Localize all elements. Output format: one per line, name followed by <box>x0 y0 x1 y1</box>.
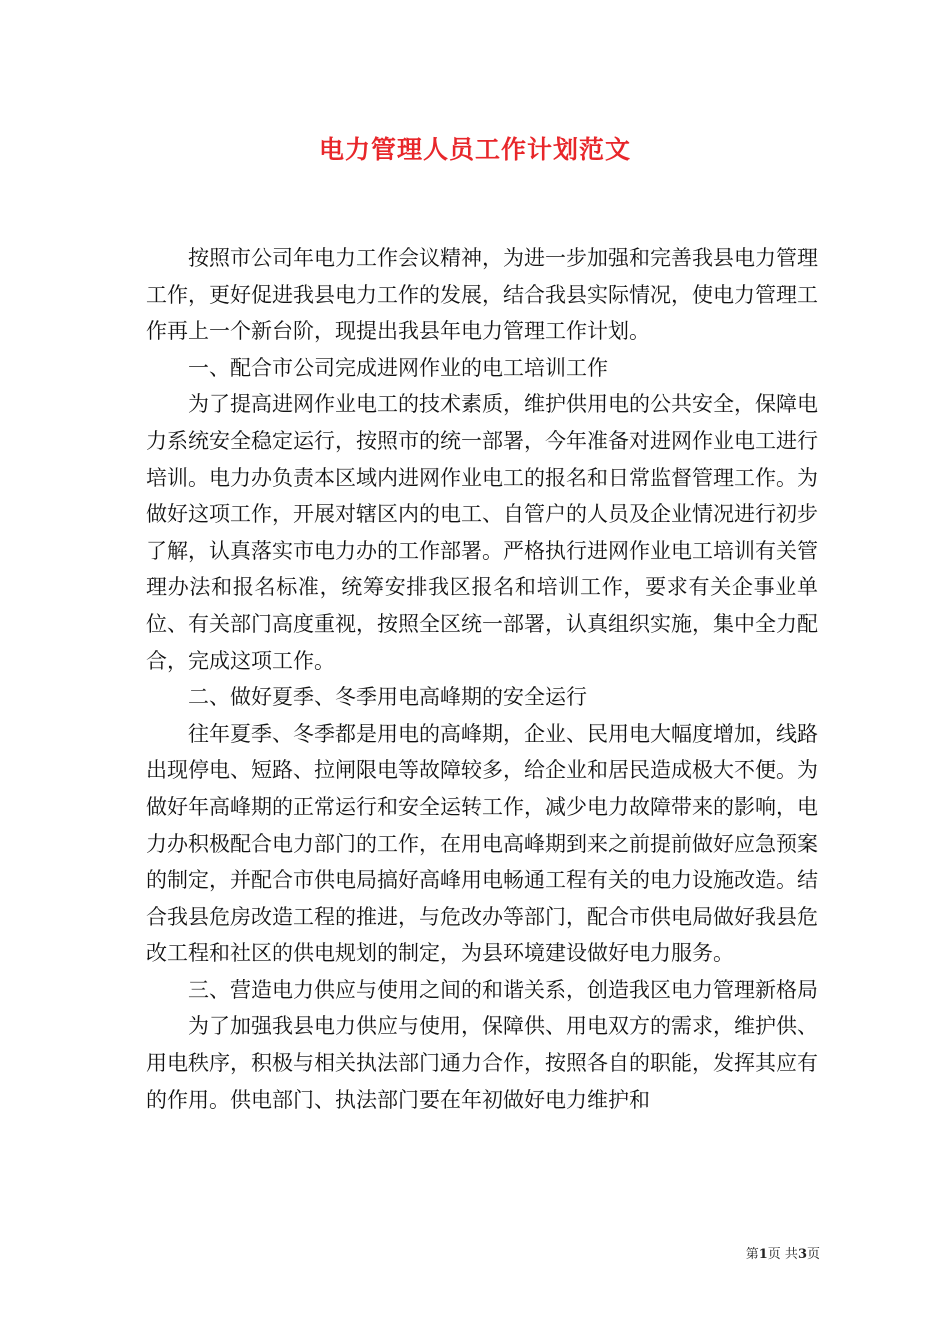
footer-prefix: 第 <box>745 1247 759 1262</box>
paragraph-section-1: 为了提高进网作业电工的技术素质，维护供用电的公共安全，保障电力系统安全稳定运行，按照市的统一部署，今年准备对进网作业电工进行培训。电力办负责本区域内进网作业电工的报名和日常监督管理工作。为做好这项工作，开展对辖区内的电工、自管户的人员及企业情况进行初步了解，认真落实市电力办的工作部署。严格执行进网作业电工培训有关管理办法和报名标准，统筹安排我区报名和培训工作，要求有关企事业单位、有关部门高度重视，按照全区统一部署，认真组织实施，集中全力配合，完成这项工作。 <box>146 392 818 673</box>
footer-page-number: 1 <box>758 1247 768 1262</box>
footer-total-pages: 3 <box>797 1247 807 1262</box>
paragraph-intro: 按照市公司年电力工作会议精神，为进一步加强和完善我县电力管理工作，更好促进我县电力工作的发展，结合我县实际情况，使电力管理工作再上一个新台阶，现提出我县年电力管理工作计划。 <box>146 246 818 344</box>
paragraph-section-2: 往年夏季、冬季都是用电的高峰期，企业、民用电大幅度增加，线路出现停电、短路、拉闸限电等故障较多，给企业和居民造成极大不便。为做好年高峰期的正常运行和安全运转工作，减少电力故障带来的影响，电力办积极配合电力部门的工作，在用电高峰期到来之前提前做好应急预案的制定，并配合市供电局搞好高峰用电畅通工程有关的电力设施改造。结合我县危房改造工程的推进，与危改办等部门，配合市供电局做好我县危改工程和社区的供电规划的制定，为县环境建设做好电力服务。 <box>146 721 818 966</box>
page-footer <box>680 1245 820 1265</box>
document-body <box>146 240 818 1118</box>
paragraph-section-3: 为了加强我县电力供应与使用，保障供、用电双方的需求，维护供、用电秩序，积极与相关执法部门通力合作，按照各自的职能，发挥其应有的作用。供电部门、执法部门要在年初做好电力维护和 <box>146 1014 818 1112</box>
section-heading-1: 一、配合市公司完成进网作业的电工培训工作 <box>188 355 608 380</box>
footer-suffix: 页 <box>806 1247 820 1262</box>
footer-middle: 页 共 <box>767 1247 798 1262</box>
document-title: 电力管理人员工作计划范文 <box>318 135 631 164</box>
section-heading-2: 二、做好夏季、冬季用电高峰期的安全运行 <box>188 685 587 710</box>
section-heading-3: 三、营造电力供应与使用之间的和谐关系，创造我区电力管理新格局 <box>188 977 818 1002</box>
